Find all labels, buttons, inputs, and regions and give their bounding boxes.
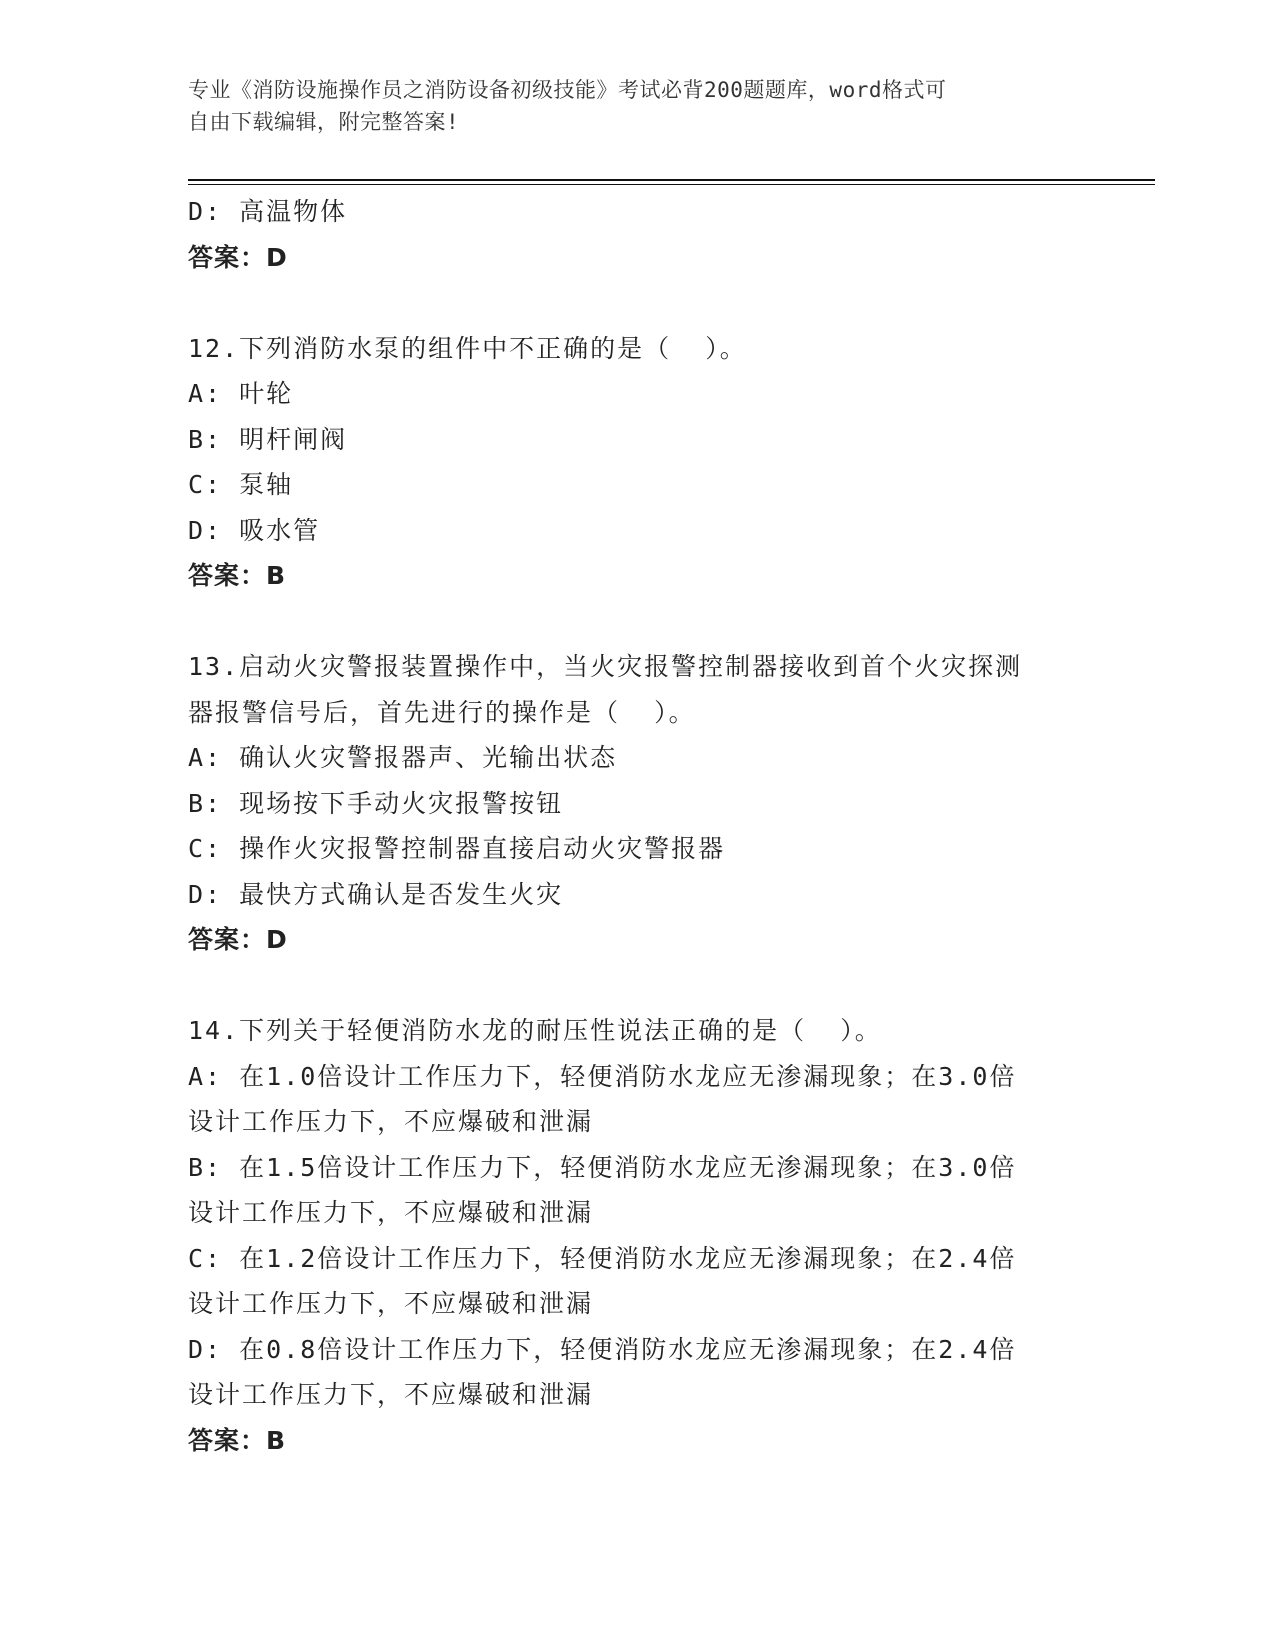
question-stem-line-1: 13.启动火灾警报装置操作中，当火灾报警控制器接收到首个火灾探测 — [188, 652, 1023, 681]
option-c-line-2: 设计工作压力下，不应爆破和泄漏 — [188, 1289, 594, 1318]
header-divider-thin — [188, 184, 1155, 185]
option-d-line-1: D: 在0.8倍设计工作压力下，轻便消防水龙应无渗漏现象；在2.4倍 — [188, 1334, 1017, 1364]
question-13 — [188, 644, 1088, 963]
document-body — [188, 189, 1088, 1463]
question-stem-line-2: 器报警信号后，首先进行的操作是（ ）。 — [188, 697, 696, 727]
question-12 — [188, 326, 1088, 599]
header-line-1: 专业《消防设施操作员之消防设备初级技能》考试必背200题题库，word格式可 — [188, 78, 947, 102]
option-a: A: 确认火灾警报器声、光输出状态 — [188, 743, 618, 772]
option-d-line-2: 设计工作压力下，不应爆破和泄漏 — [188, 1380, 594, 1409]
answer: 答案：B — [188, 1425, 287, 1455]
option-d: D: 最快方式确认是否发生火灾 — [188, 879, 564, 909]
option-b: B: 明杆闸阀 — [188, 424, 348, 454]
header-divider-thick — [188, 179, 1155, 181]
option-a-line-1: A: 在1.0倍设计工作压力下，轻便消防水龙应无渗漏现象；在3.0倍 — [188, 1061, 1017, 1091]
previous-question-tail — [188, 189, 1088, 280]
question-stem: 12.下列消防水泵的组件中不正确的是（ ）。 — [188, 333, 747, 363]
option-d: D: 高温物体 — [188, 197, 348, 226]
option-b-line-1: B: 在1.5倍设计工作压力下，轻便消防水龙应无渗漏现象；在3.0倍 — [188, 1152, 1017, 1182]
option-d: D: 吸水管 — [188, 515, 321, 545]
question-14 — [188, 1008, 1088, 1463]
option-b: B: 现场按下手动火灾报警按钮 — [188, 788, 564, 818]
answer: 答案：D — [188, 925, 288, 954]
spacer — [188, 280, 1088, 326]
option-a: A: 叶轮 — [188, 379, 294, 408]
option-b-line-2: 设计工作压力下，不应爆破和泄漏 — [188, 1198, 594, 1227]
option-c-line-1: C: 在1.2倍设计工作压力下，轻便消防水龙应无渗漏现象；在2.4倍 — [188, 1243, 1017, 1273]
header-line-2: 自由下载编辑，附完整答案! — [188, 110, 460, 134]
spacer — [188, 599, 1088, 645]
option-c: C: 泵轴 — [188, 470, 294, 499]
answer: 答案：B — [188, 561, 287, 590]
option-a-line-2: 设计工作压力下，不应爆破和泄漏 — [188, 1107, 594, 1136]
document-header — [188, 74, 1088, 138]
option-c: C: 操作火灾报警控制器直接启动火灾警报器 — [188, 834, 726, 863]
answer: 答案：D — [188, 242, 288, 272]
spacer — [188, 963, 1088, 1009]
question-stem: 14.下列关于轻便消防水龙的耐压性说法正确的是（ ）。 — [188, 1016, 882, 1045]
